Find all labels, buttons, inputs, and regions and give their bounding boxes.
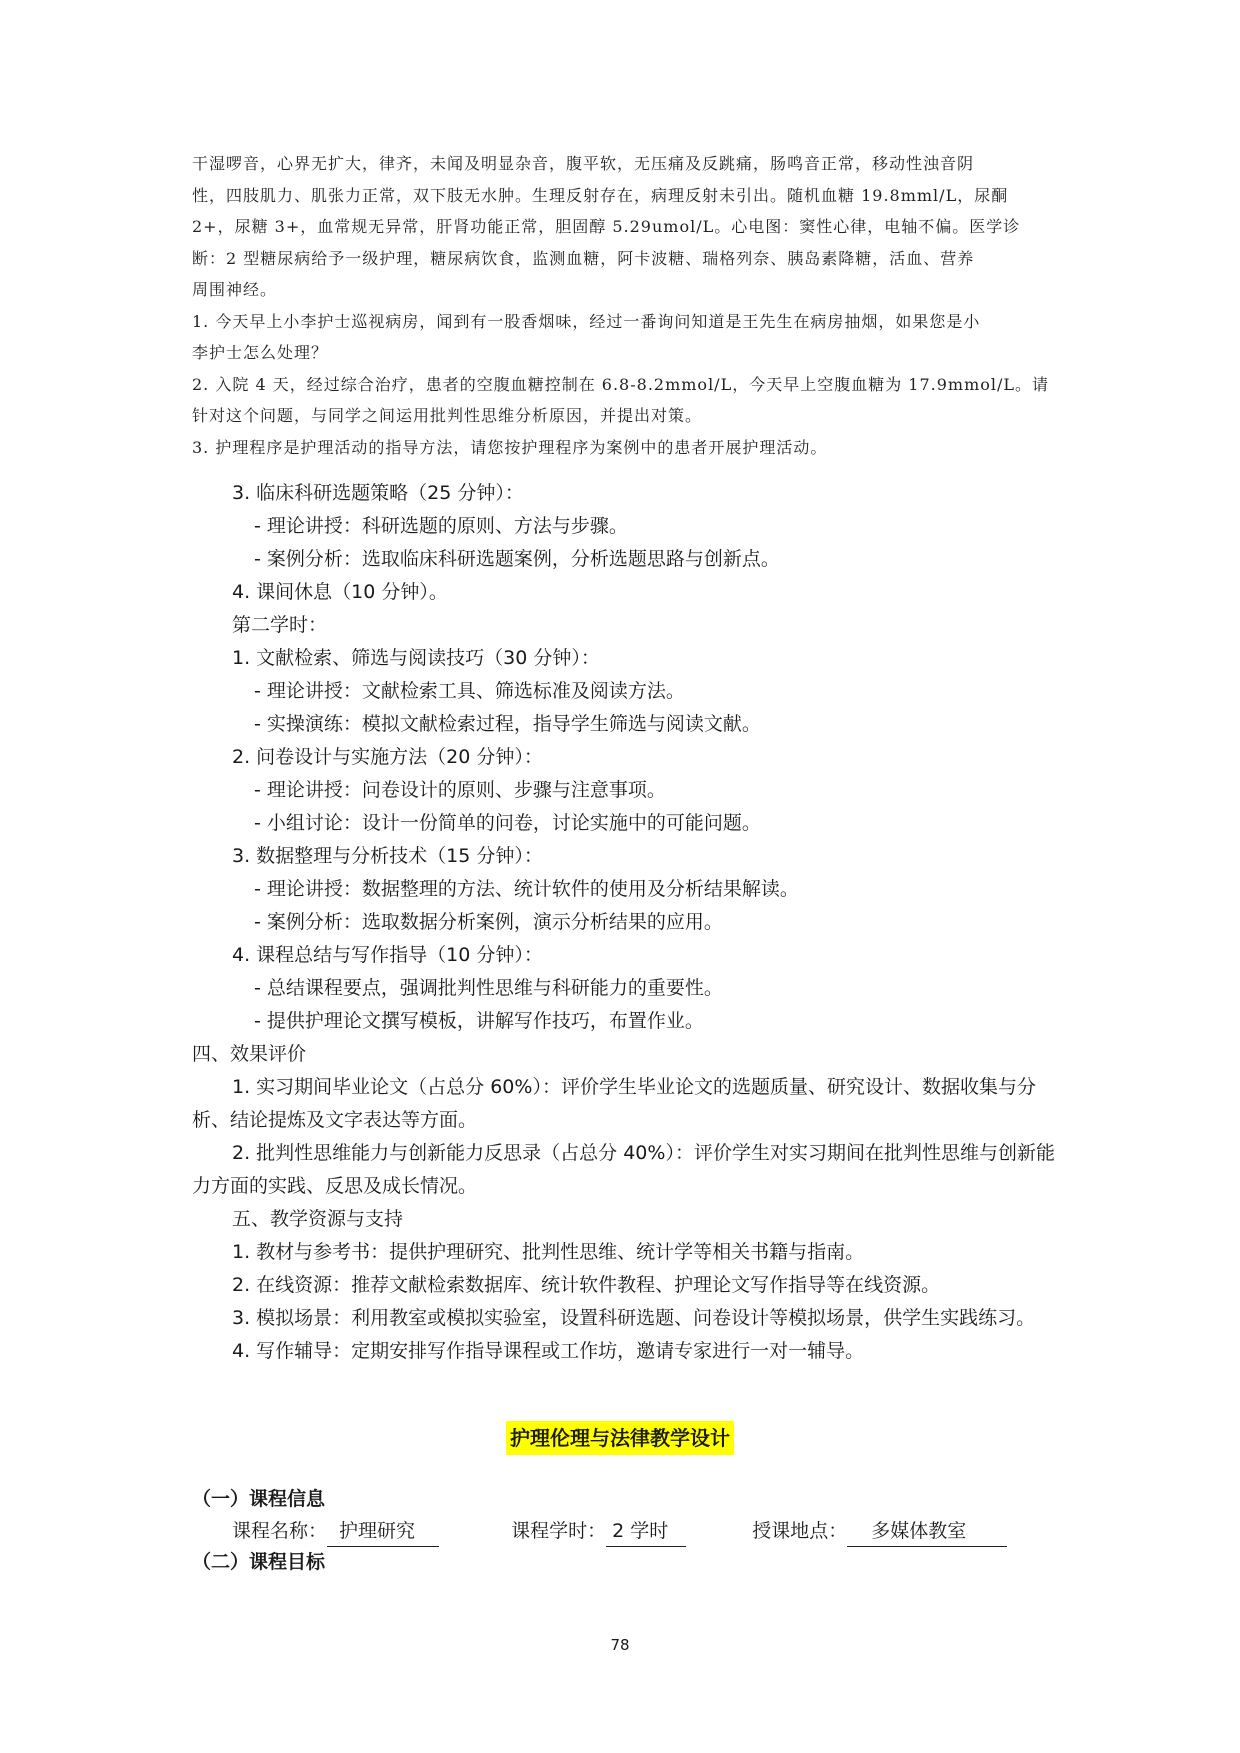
- evaluation-heading: 四、效果评价: [192, 1043, 307, 1065]
- schedule-item: 4. 课间休息（10 分钟）。: [232, 581, 448, 603]
- schedule-subitem: - 理论讲授：问卷设计的原则、步骤与注意事项。: [254, 779, 666, 801]
- schedule-subitem: - 理论讲授：文献检索工具、筛选标准及阅读方法。: [254, 680, 685, 702]
- schedule-subitem: - 小组讨论：设计一份简单的问卷，讨论实施中的可能问题。: [254, 812, 761, 834]
- case-line: 断：2 型糖尿病给予一级护理，糖尿病饮食，监测血糖，阿卡波糖、瑞格列奈、胰岛素降糖，活血、营养: [192, 248, 975, 268]
- design-title-container: [0, 1421, 1240, 1455]
- course-info-row: [232, 1516, 1007, 1547]
- schedule-item: 1. 文献检索、筛选与阅读技巧（30 分钟）：: [232, 647, 600, 669]
- course-info-heading: （一）课程信息: [192, 1488, 326, 1510]
- schedule-subitem: - 案例分析：选取数据分析案例，演示分析结果的应用。: [254, 911, 723, 933]
- schedule-item: 3. 临床科研选题策略（25 分钟）：: [232, 482, 524, 504]
- course-name-label: 课程名称：: [232, 1520, 328, 1542]
- resource-item: 1. 教材与参考书：提供护理研究、批判性思维、统计学等相关书籍与指南。: [232, 1241, 865, 1263]
- schedule-item: 4. 课程总结与写作指导（10 分钟）：: [232, 944, 543, 966]
- evaluation-item: 1. 实习期间毕业论文（占总分 60%）：评价学生毕业论文的选题质量、研究设计、数据收集与分析、结论提炼及文字表达等方面。: [192, 1076, 1036, 1131]
- resource-item: 4. 写作辅导：定期安排写作指导课程或工作坊，邀请专家进行一对一辅导。: [232, 1340, 865, 1362]
- schedule-subitem: - 实操演练：模拟文献检索过程，指导学生筛选与阅读文献。: [254, 713, 761, 735]
- schedule-subitem: - 理论讲授：科研选题的原则、方法与步骤。: [254, 515, 628, 537]
- schedule-subitem: - 总结课程要点，强调批判性思维与科研能力的重要性。: [254, 977, 723, 999]
- schedule-section: [192, 477, 1062, 1368]
- question-1: 1. 今天早上小李护士巡视病房，闻到有一股香烟味，经过一番询问知道是王先生在病房抽烟，如果您是小: [192, 311, 981, 331]
- case-line: 周围神经。: [192, 280, 278, 299]
- course-hours-value: 2 学时: [606, 1516, 686, 1547]
- question-2-cont: 针对这个问题，与同学之间运用批判性思维分析原因，并提出对策。: [192, 406, 703, 425]
- case-description: [192, 148, 1054, 463]
- page-number: 78: [610, 1636, 630, 1654]
- case-line: 性，四肢肌力、肌张力正常，双下肢无水肿。生理反射存在，病理反射未引出。随机血糖 19.8mml/L，尿酮: [192, 185, 1009, 205]
- question-2: 2. 入院 4 天，经过综合治疗，患者的空腹血糖控制在 6.8-8.2mmol/L，今天早上空腹血糖为 17.9mmol/L。请: [192, 374, 1050, 394]
- course-place-label: 授课地点：: [752, 1520, 848, 1542]
- resources-heading: 五、教学资源与支持: [232, 1208, 404, 1230]
- design-title: 护理伦理与法律教学设计: [506, 1421, 734, 1455]
- schedule-item: 3. 数据整理与分析技术（15 分钟）：: [232, 845, 543, 867]
- evaluation-item: 2. 批判性思维能力与创新能力反思录（占总分 40%）：评价学生对实习期间在批判性思维与创新能力方面的实践、反思及成长情况。: [192, 1142, 1055, 1197]
- schedule-subitem: - 提供护理论文撰写模板，讲解写作技巧，布置作业。: [254, 1010, 704, 1032]
- second-hour-heading: 第二学时：: [232, 614, 328, 636]
- question-3: 3. 护理程序是护理活动的指导方法，请您按护理程序为案例中的患者开展护理活动。: [192, 437, 828, 457]
- case-line: 2+，尿糖 3+，血常规无异常，肝肾功能正常，胆固醇 5.29umol/L。心电图：窦性心律，电轴不偏。医学诊: [192, 217, 1021, 236]
- course-place-value: 多媒体教室: [847, 1516, 1007, 1547]
- resource-item: 3. 模拟场景：利用教室或模拟实验室，设置科研选题、问卷设计等模拟场景，供学生实践练习。: [232, 1307, 1036, 1329]
- objectives-heading: （二）课程目标: [192, 1551, 326, 1573]
- course-hours-label: 课程学时：: [511, 1520, 607, 1542]
- resource-item: 2. 在线资源：推荐文献检索数据库、统计软件教程、护理论文写作指导等在线资源。: [232, 1274, 941, 1296]
- schedule-subitem: - 案例分析：选取临床科研选题案例，分析选题思路与创新点。: [254, 548, 780, 570]
- question-1-cont: 李护士怎么处理？: [192, 343, 329, 362]
- case-line: 干湿啰音，心界无扩大，律齐，未闻及明显杂音，腹平软，无压痛及反跳痛，肠鸣音正常，移动性浊音阴: [192, 154, 975, 173]
- schedule-subitem: - 理论讲授：数据整理的方法、统计软件的使用及分析结果解读。: [254, 878, 799, 900]
- schedule-item: 2. 问卷设计与实施方法（20 分钟）：: [232, 746, 543, 768]
- course-name-value: 护理研究: [327, 1516, 439, 1547]
